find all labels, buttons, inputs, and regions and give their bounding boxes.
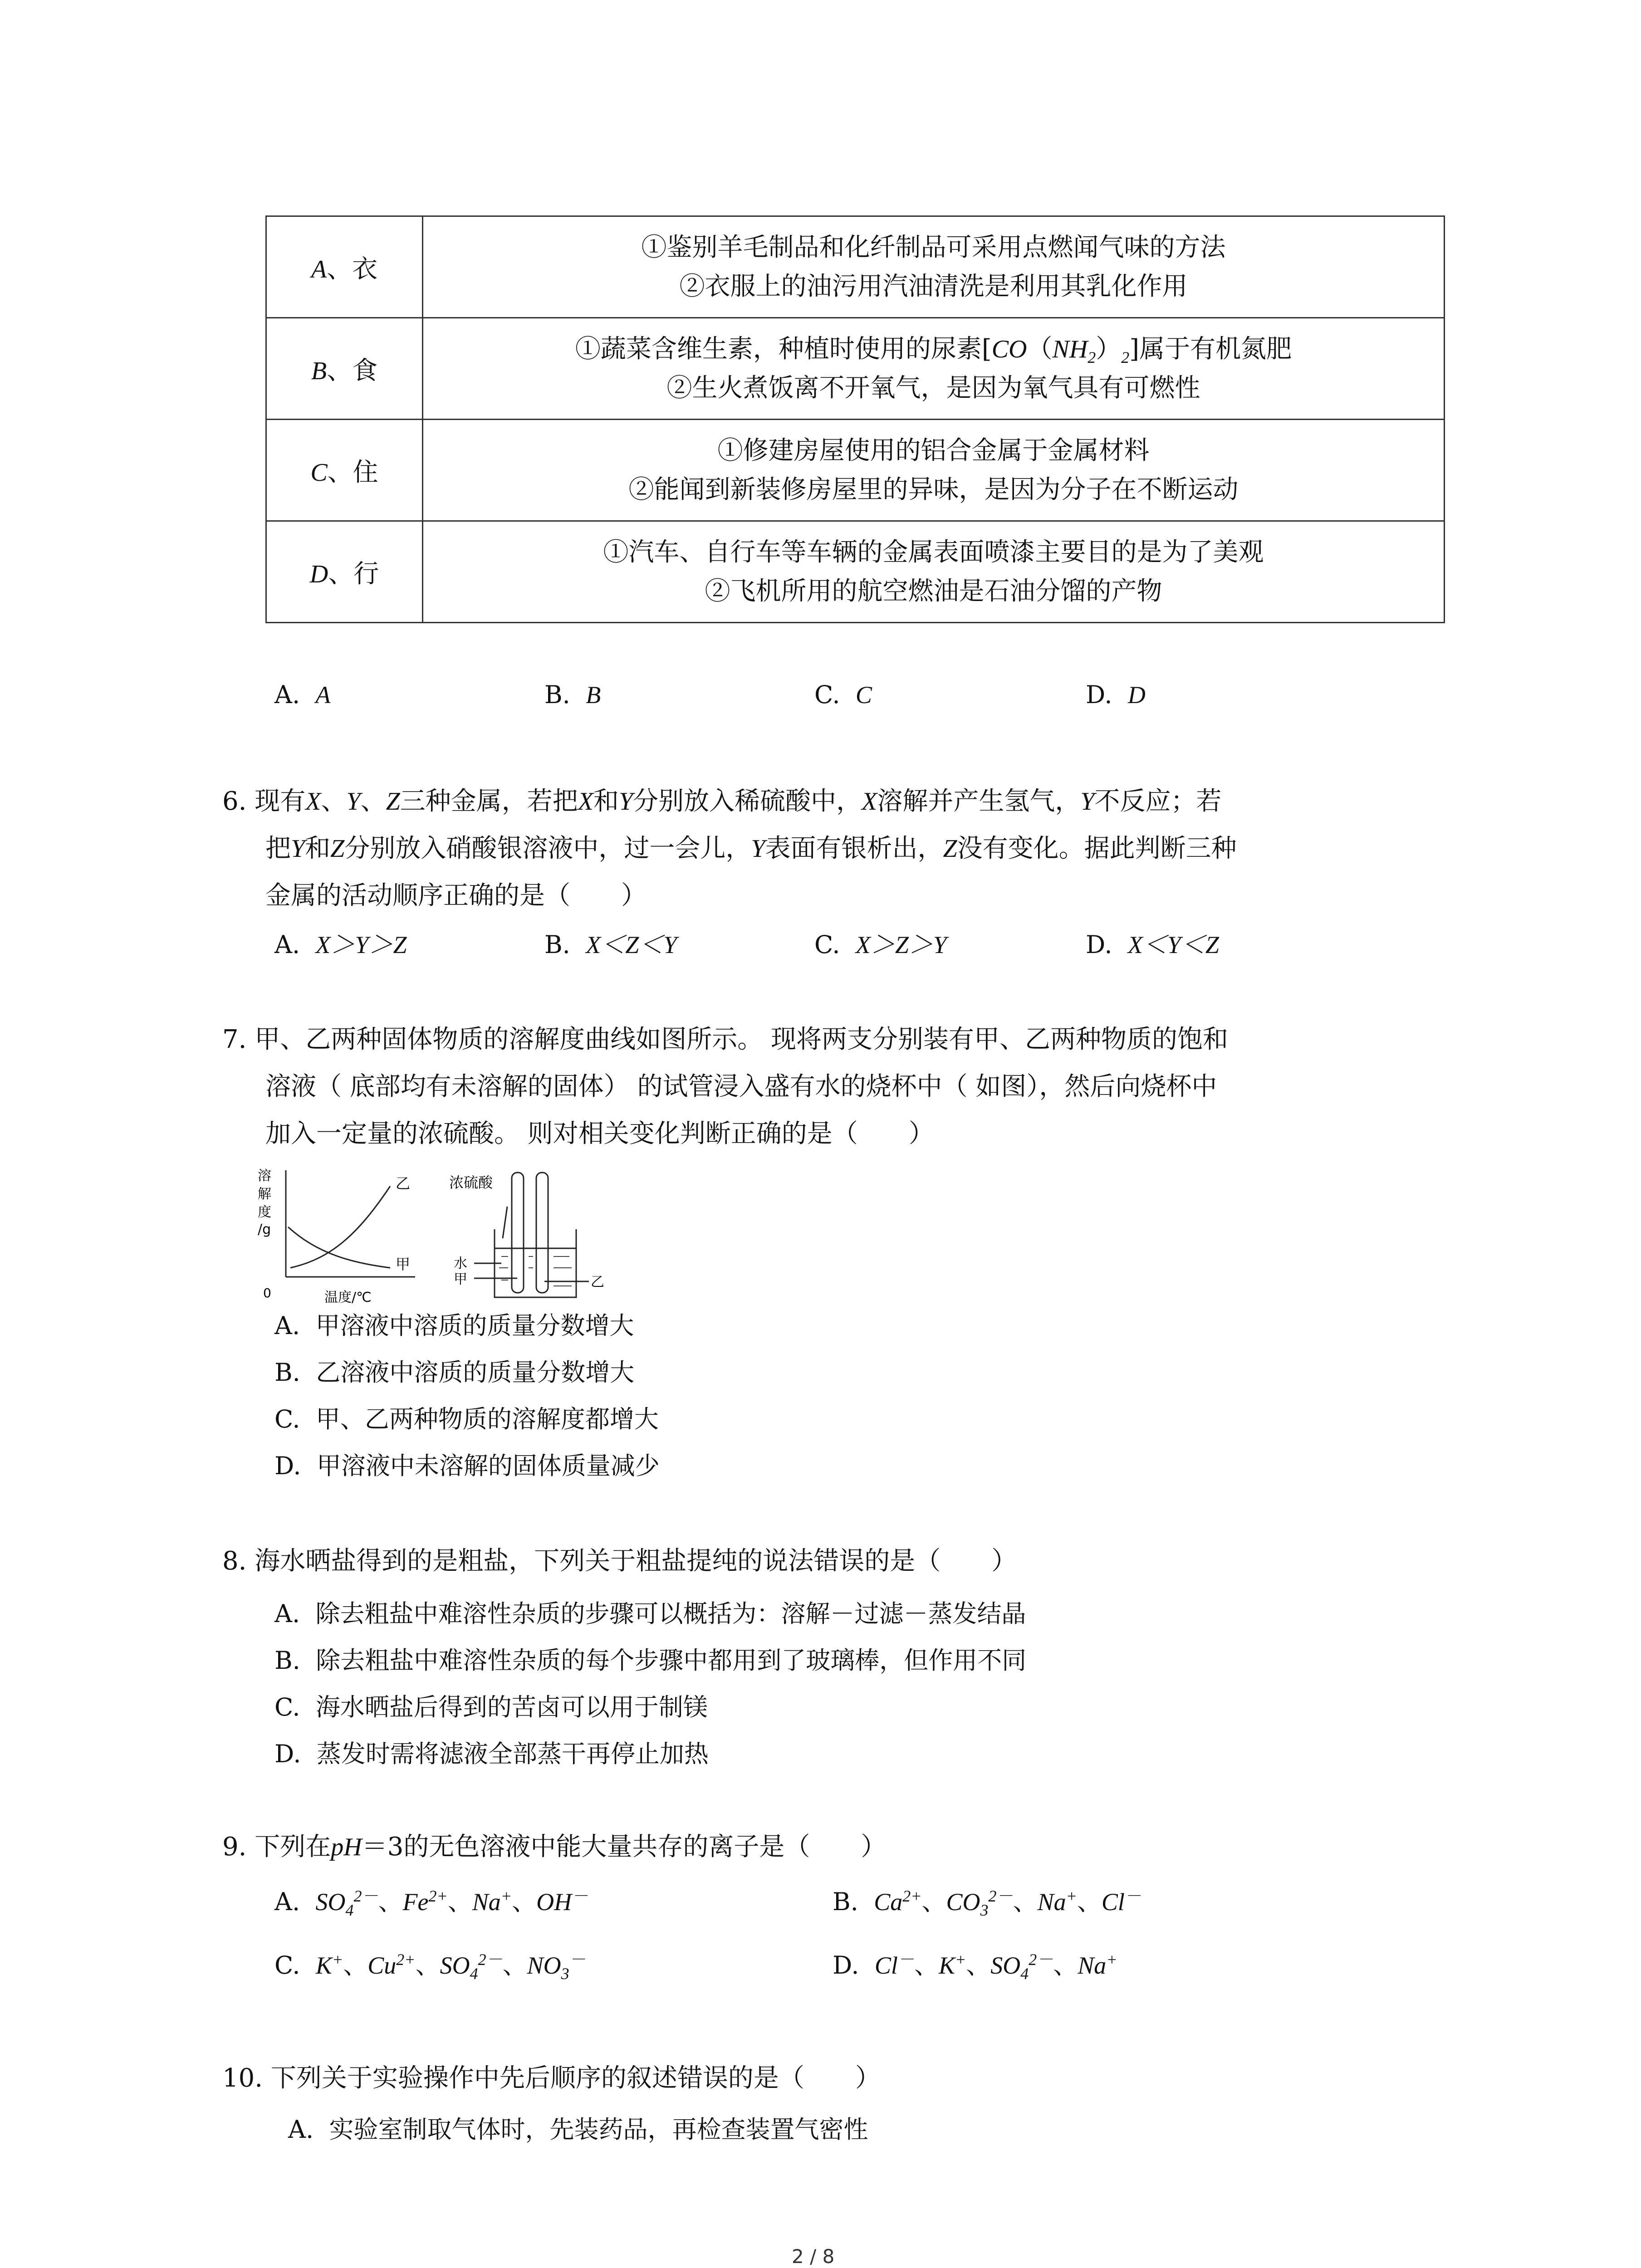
table-row bbox=[266, 521, 1445, 623]
q7-figure bbox=[254, 1161, 608, 1311]
row-label: D、行 bbox=[266, 521, 423, 623]
q5-option-c: C. C bbox=[814, 680, 872, 709]
q8-line1: 8. 海水晒盐得到的是粗盐，下列关于粗盐提纯的说法错误的是（ ） bbox=[222, 1546, 1017, 1576]
q6-option-d: D. X＜Y＜Z bbox=[1086, 930, 1219, 959]
curve-yi bbox=[290, 1186, 390, 1268]
q10-line1: 10. 下列关于实验操作中先后顺序的叙述错误的是（ ） bbox=[222, 2063, 881, 2093]
q5-option-b: B. B bbox=[544, 680, 601, 709]
row-label: C、住 bbox=[266, 420, 423, 521]
q5-option-d: D. D bbox=[1086, 680, 1146, 709]
q6-option-b: B. X＜Z＜Y bbox=[544, 930, 677, 959]
table-row bbox=[266, 216, 1445, 318]
y-label-2: 解 bbox=[258, 1186, 271, 1202]
beaker bbox=[495, 1229, 576, 1297]
acid-label: 浓硫酸 bbox=[449, 1174, 493, 1191]
beaker-setup bbox=[474, 1173, 589, 1297]
q6-line1: 6. 现有X、Y、Z三种金属，若把X和Y分别放入稀硫酸中，X溶解并产生氢气，Y不反应；若 bbox=[222, 787, 1222, 816]
q6-line2: 把Y和Z分别放入硝酸银溶液中，过一会儿，Y表面有银析出，Z没有变化。据此判断三种 bbox=[265, 834, 1237, 863]
q9-option-c: C. K+、$Cu^{2+}$、$SO_4^{2-}$、$NO_3^-$ bbox=[274, 1950, 586, 1983]
row-content: ①蔬菜含维生素，种植时使用的尿素$[CO(NH_2)_2]$属于有机氮肥 ②生火煮饭离不开氧气，是因为氧气具有可燃性 bbox=[423, 318, 1445, 420]
q7-option-a: A. 甲溶液中溶质的质量分数增大 bbox=[274, 1311, 634, 1340]
row-content: ①修建房屋使用的铝合金属于金属材料 ②能闻到新装修房屋里的异味，是因为分子在不断运动 bbox=[423, 420, 1445, 521]
page-number: 2 / 8 bbox=[792, 2245, 835, 2268]
curve-yi-label: 乙 bbox=[396, 1175, 411, 1192]
tube-jia-label: 甲 bbox=[454, 1271, 467, 1287]
q8-option-c: C. 海水晒盐后得到的苦卤可以用于制镁 bbox=[274, 1693, 708, 1721]
row-label: A、衣 bbox=[266, 216, 423, 318]
q5-table bbox=[265, 215, 1445, 623]
curve-jia bbox=[288, 1227, 390, 1268]
q5-option-a: A. A bbox=[274, 680, 331, 709]
origin-label: 0 bbox=[263, 1286, 271, 1300]
q9-option-b: B. $Ca^{2+}$、$CO_3^{2-}$、Na+、Cl－ bbox=[833, 1887, 1141, 1919]
q6-option-c: C. X＞Z＞Y bbox=[814, 930, 947, 959]
q9-line1: 9. 下列在pH＝3的无色溶液中能大量共存的离子是（ ） bbox=[222, 1832, 887, 1862]
curve-jia-label: 甲 bbox=[396, 1256, 411, 1273]
q8-option-a: A. 除去粗盐中难溶性杂质的步骤可以概括为：溶解－过滤－蒸发结晶 bbox=[274, 1599, 1026, 1628]
row-content: ①鉴别羊毛制品和化纤制品可采用点燃闻气味的方法 ②衣服上的油污用汽油清洗是利用其乳化作用 bbox=[423, 216, 1445, 318]
row-content: ①汽车、自行车等车辆的金属表面喷漆主要目的是为了美观 ②飞机所用的航空燃油是石油分馏的产物 bbox=[423, 521, 1445, 623]
q8-option-b: B. 除去粗盐中难溶性杂质的每个步骤中都用到了玻璃棒，但作用不同 bbox=[274, 1646, 1027, 1675]
q6-option-a: A. X＞Y＞Z bbox=[274, 930, 407, 959]
y-label-4: /g bbox=[258, 1222, 271, 1237]
tube-yi-label: 乙 bbox=[591, 1274, 604, 1290]
q7-line2: 溶液（ 底部均有未溶解的固体） 的试管浸入盛有水的烧杯中（ 如图），然后向烧杯中 bbox=[265, 1072, 1217, 1101]
table-row bbox=[266, 420, 1445, 521]
q9-option-a: A. $SO_4^{2-}$、$Fe^{2+}$、Na+、OH－ bbox=[274, 1887, 588, 1919]
q7-line3: 加入一定量的浓硫酸。 则对相关变化判断正确的是（ ） bbox=[265, 1119, 934, 1149]
table-row bbox=[266, 318, 1445, 420]
x-label: 温度/℃ bbox=[324, 1290, 372, 1305]
q6-line3: 金属的活动顺序正确的是（ ） bbox=[265, 881, 647, 910]
test-tube-jia bbox=[512, 1173, 524, 1293]
y-label-1: 溶 bbox=[258, 1168, 271, 1184]
q7-option-b: B. 乙溶液中溶质的质量分数增大 bbox=[274, 1358, 635, 1387]
q10-option-a: A. 实验室制取气体时，先装药品，再检查装置气密性 bbox=[288, 2115, 868, 2144]
q9-option-d: D. Cl－、K+、$SO_4^{2-}$、Na+ bbox=[833, 1950, 1117, 1983]
q7-line1: 7. 甲、乙两种固体物质的溶解度曲线如图所示。 现将两支分别装有甲、乙两种物质的饱和 bbox=[222, 1025, 1229, 1054]
test-tube-yi bbox=[536, 1173, 548, 1293]
y-label-3: 度 bbox=[258, 1204, 271, 1220]
q7-option-d: D. 甲溶液中未溶解的固体质量减少 bbox=[274, 1452, 660, 1480]
q7-option-c: C. 甲、乙两种物质的溶解度都增大 bbox=[274, 1405, 659, 1433]
acid-dropper bbox=[503, 1207, 507, 1238]
water-label: 水 bbox=[454, 1256, 467, 1271]
q8-option-d: D. 蒸发时需将滤液全部蒸干再停止加热 bbox=[274, 1740, 709, 1768]
row-label: B、食 bbox=[266, 318, 423, 420]
